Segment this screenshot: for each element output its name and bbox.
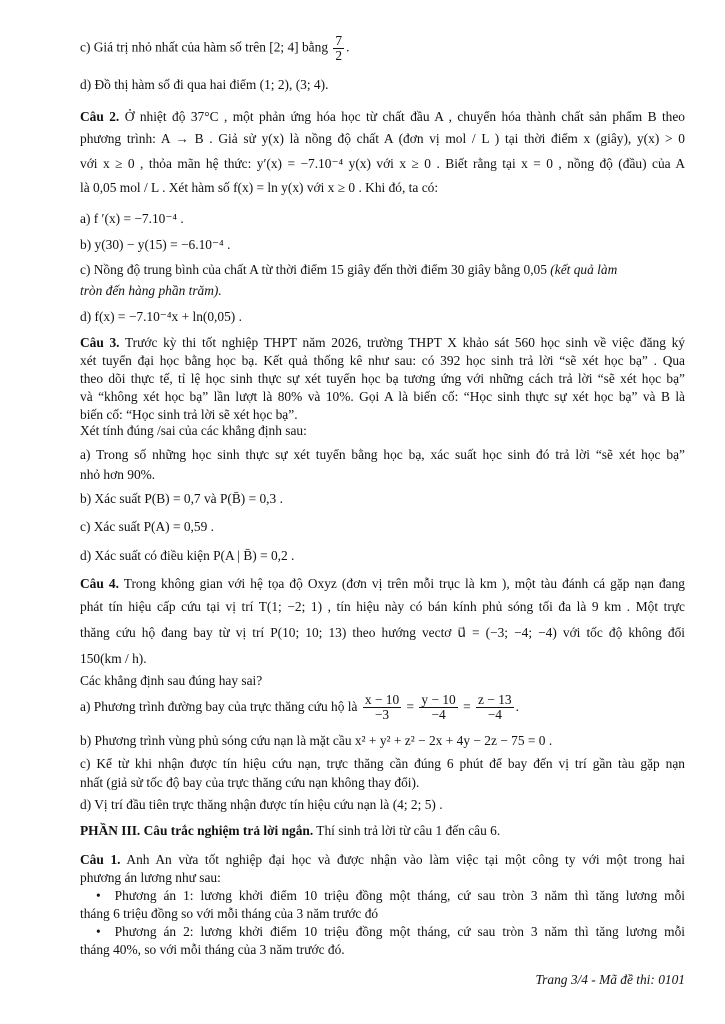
q3-line6: Xét tính đúng /sai của các khẳng định sau: bbox=[80, 423, 307, 438]
bullet-icon: • bbox=[96, 888, 115, 903]
q2-line1: Câu 2. Ở nhiệt độ 37°C , một phản ứng hóa học từ chất đầu A , chuyển hóa thành chất sản phẩm B theo bbox=[80, 109, 685, 124]
q4-option-d: d) Vị trí đầu tiên trực thăng nhận được tín hiệu cứu nạn là (4; 2; 5) . bbox=[80, 797, 443, 812]
q3-label: Câu 3. bbox=[80, 335, 120, 350]
p3q1-option1-cont: tháng 6 triệu đồng so với mỗi tháng của 3 năm trước đó bbox=[80, 906, 379, 921]
fraction-denominator: 2 bbox=[335, 48, 343, 63]
q2-option-a: a) f ′(x) = −7.10⁻⁴ . bbox=[80, 211, 184, 226]
q4-option-b: b) Phương trình vùng phủ sóng cứu nạn là mặt cầu x² + y² + z² − 2x + 4y − 2z − 75 = 0 . bbox=[80, 733, 553, 748]
q3-option-b: b) Xác suất P(B) = 0,7 và P(B̄) = 0,3 . bbox=[80, 491, 283, 506]
q4-line5: Các khẳng định sau đúng hay sai? bbox=[80, 673, 263, 688]
q2-line2: phương trình: A → B . Giả sử y(x) là nồng độ chất A (đơn vị mol / L ) tại thời điểm x (giây), y(x) > 0 bbox=[80, 131, 685, 146]
q4-option-c: c) Kể từ khi nhận được tín hiệu cứu nạn, trực thăng cần đúng 6 phút để bay đến vị trí gần tàu gặp nạn bbox=[80, 756, 685, 771]
q4-line4: 150(km / h). bbox=[80, 651, 147, 666]
bullet-icon: • bbox=[96, 924, 115, 939]
q4-line2: phát tín hiệu cấp cứu tại vị trí T(1; −2; 1) , tín hiệu này có bán kính phủ sóng tối đa là 9 km . Một trực bbox=[80, 599, 685, 614]
q3-option-a-cont: nhỏ hơn 90%. bbox=[80, 467, 156, 482]
q3-line5: biến cố: “Học sinh trả lời sẽ xét học bạ”. bbox=[80, 407, 298, 422]
part3-title: PHẦN III. Câu trắc nghiệm trả lời ngắn. bbox=[80, 823, 314, 838]
q4-a-fraction-z: $\frac{z - 13}{-4}$ bbox=[478, 692, 512, 723]
q3-line2: xét tuyển đại học bằng học bạ. Kết quả thống kê như sau: có 392 học sinh trả lời “sẽ xét học bạ” . Qua bbox=[80, 353, 685, 368]
part3-heading: PHẦN III. Câu trắc nghiệm trả lời ngắn. Thí sinh trả lời từ câu 1 đến câu 6. bbox=[80, 823, 501, 838]
q4-line3: thăng cứu hộ đang bay từ vị trí P(10; 10; 13) theo hướng vectơ u⃗ = (−3; −4; −4) với tốc độ không đổi bbox=[80, 625, 685, 640]
q2-option-c: c) Nồng độ trung bình của chất A từ thời điểm 15 giây đến thời điểm 30 giây bằng 0,05 (kết quả làm bbox=[80, 262, 618, 277]
q3-line4: và “không xét học bạ” lần lượt là 80% và 10%. Gọi A là biến cố: “Học sinh thực sự xét học bạ” và B là bbox=[80, 389, 685, 404]
p3q1-line2: phương án lương như sau: bbox=[80, 870, 221, 885]
q3-line3: theo dõi thực tế, tỉ lệ học sinh thực sự xét tuyển học bạ tương ứng với những cách trả lời “sẽ xét học bạ” bbox=[80, 371, 685, 386]
fraction-numerator: 7 bbox=[335, 33, 343, 48]
q4-line1: Câu 4. Trong không gian với hệ tọa độ Oxyz (đơn vị trên mỗi trục là km ), một tàu đánh cá gặp nạn đang bbox=[80, 576, 685, 591]
q2-option-b: b) y(30) − y(15) = −6.10⁻⁴ . bbox=[80, 237, 231, 252]
q2-line4: là 0,05 mol / L . Xét hàm số f(x) = ln y(x) với x ≥ 0 . Khi đó, ta có: bbox=[80, 180, 439, 195]
top-option-d: d) Đồ thị hàm số đi qua hai điểm (1; 2), (3; 4). bbox=[80, 77, 329, 92]
q4-a-fraction-x: $\frac{x - 10}{-3}$ bbox=[364, 692, 400, 723]
p3q1-label: Câu 1. bbox=[80, 852, 121, 867]
top-option-c-text: c) Giá trị nhỏ nhất của hàm số trên [2; 4] bằng bbox=[80, 39, 329, 55]
q2-line3: với x ≥ 0 , thỏa mãn hệ thức: y′(x) = −7.10⁻⁴ y(x) với x ≥ 0 . Biết rằng tại x = 0 , nồng độ (đầu) của A bbox=[80, 156, 685, 171]
p3q1-option2-cont: tháng 40%, so với mỗi tháng của 3 năm trước đó. bbox=[80, 942, 345, 957]
p3q1-line1: Câu 1. Anh An vừa tốt nghiệp đại học và được nhận vào làm việc tại một công ty với một trong hai bbox=[80, 852, 685, 867]
q2-label: Câu 2. bbox=[80, 109, 120, 124]
q3-option-c: c) Xác suất P(A) = 0,59 . bbox=[80, 519, 214, 534]
q2-option-c-cont: tròn đến hàng phần trăm). bbox=[80, 283, 222, 298]
q4-option-a: a) Phương trình đường bay của trực thăng cứu hộ là $\frac{x - 10}{-3}$ = $\frac{y - 10}{-4}$ = $\frac{z - 13}{-4}$ . bbox=[80, 692, 519, 723]
q4-label: Câu 4. bbox=[80, 576, 119, 591]
q3-option-a: a) Trong số những học sinh thực sự xét tuyển bằng học bạ, xác suất học sinh đó trả lời “sẽ xét học bạ” bbox=[80, 447, 685, 462]
page-footer: Trang 3/4 - Mã đề thi: 0101 bbox=[535, 972, 685, 987]
q4-a-fraction-y: $\frac{y - 10}{-4}$ bbox=[421, 692, 456, 723]
q4-option-c-cont: nhất (giả sử tốc độ bay của trực thăng cứu nạn không thay đổi). bbox=[80, 775, 420, 790]
p3q1-option1: • Phương án 1: lương khởi điểm 10 triệu đồng một tháng, cứ sau tròn 3 năm thì tăng lương mỗi bbox=[80, 886, 685, 906]
q3-option-d: d) Xác suất có điều kiện P(A | B̄) = 0,2 . bbox=[80, 548, 295, 563]
top-option-c-fraction bbox=[333, 34, 344, 63]
q2-option-d: d) f(x) = −7.10⁻⁴x + ln(0,05) . bbox=[80, 309, 242, 324]
q3-line1: Câu 3. Trước kỳ thi tốt nghiệp THPT năm 2026, trường THPT X khảo sát 560 học sinh về việc đăng ký bbox=[80, 335, 685, 350]
p3q1-option2: • Phương án 2: lương khởi điểm 10 triệu đồng một tháng, cứ sau tròn 3 năm thì tăng lương mỗi bbox=[80, 922, 685, 942]
top-option-c: c) Giá trị nhỏ nhất của hàm số trên [2; 4] bằng $\frac{7}{2}$ . bbox=[80, 33, 350, 63]
